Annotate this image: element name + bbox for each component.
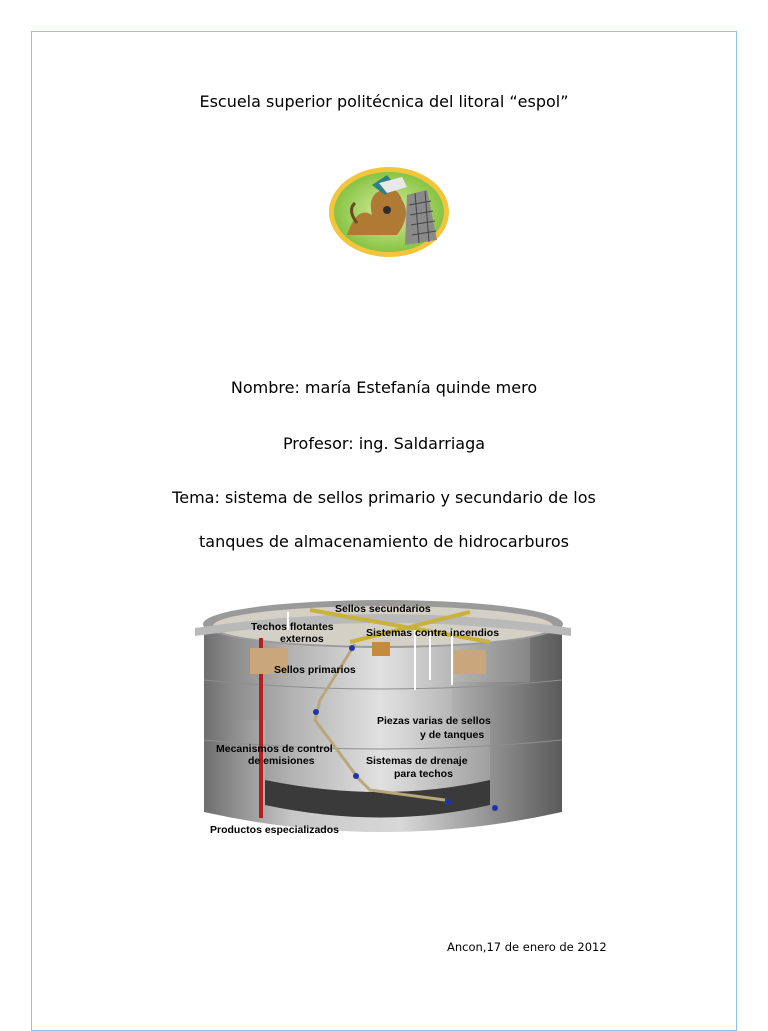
label-piezas-2: y de tanques	[420, 729, 485, 741]
label-mecanismos-2: de emisiones	[248, 755, 315, 767]
document-date: Ancon,17 de enero de 2012	[447, 940, 607, 954]
label-sellos-secundarios: Sellos secundarios	[335, 603, 431, 615]
label-sellos-primarios: Sellos primarios	[274, 664, 356, 676]
espol-logo	[327, 165, 451, 259]
label-mecanismos-1: Mecanismos de control	[216, 743, 333, 755]
label-drenaje-1: Sistemas de drenaje	[366, 755, 468, 767]
tank-diagram	[190, 590, 576, 840]
school-title: Escuela superior politécnica del litoral “espol”	[199, 92, 569, 111]
label-piezas-1: Piezas varias de sellos	[377, 715, 491, 727]
label-sistemas-incendios: Sistemas contra incendios	[366, 627, 500, 639]
label-drenaje-2: para techos	[394, 768, 453, 780]
topic-line-2: tanques de almacenamiento de hidrocarburos	[199, 532, 569, 551]
label-techos-flotantes-1: Techos flotantes	[251, 621, 334, 633]
label-techos-flotantes-2: externos	[280, 633, 324, 645]
professor-name: Profesor: ing. Saldarriaga	[282, 434, 486, 453]
label-productos: Productos especializados	[210, 824, 339, 836]
topic-line-1: Tema: sistema de sellos primario y secundario de los	[172, 488, 596, 507]
student-name: Nombre: maría Estefanía quinde mero	[230, 378, 538, 397]
